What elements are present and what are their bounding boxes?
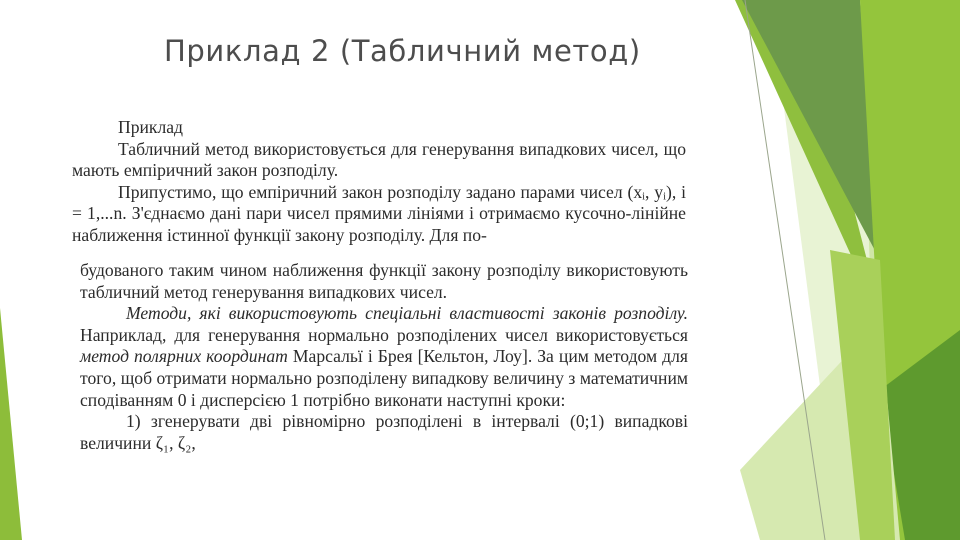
- scanned-text-block-top: [72, 117, 686, 247]
- special-methods-text-a: Наприклад, для генерування нормально розподілених чисел використовується: [80, 324, 688, 345]
- special-methods-paragraph: [80, 303, 688, 411]
- empirical-law-paragraph: Припустимо, що емпіричний закон розподілу задано парами чисел (xᵢ, yᵢ), i = 1,...n. З'єднаємо дані пари чисел прямими лініями і отримаємо кусочно-лінійне наближення істинної функції закону розподілу. Для по-: [72, 181, 686, 245]
- special-methods-heading: Методи, які використовують спеціальні властивості законів розподілу.: [126, 303, 688, 324]
- slide-title: Приклад 2 (Табличний метод): [164, 34, 641, 68]
- polar-coordinates-method: метод полярних координат: [80, 346, 288, 367]
- special-methods-text-b: Марсальї і Брея [Кельтон, Лоу]. За цим методом для того, щоб отримати нормально розподілену випадкову величину з математичним сподіванням 0 і дисперсією 1 потрібно виконати наступні кроки:: [80, 346, 688, 410]
- step-one-paragraph: 1) згенерувати дві рівномірно розподілені в інтервалі (0;1) випадкові величини ζ₁, ζ₂,: [80, 411, 688, 453]
- continuation-paragraph: будованого таким чином наближення функції закону розподілу використовують табличний метод генерування випадкових чисел.: [80, 260, 688, 302]
- left-green-triangle: [0, 308, 22, 540]
- scanned-text-block-bottom: [80, 260, 688, 454]
- example-heading: Приклад: [118, 117, 184, 137]
- table-method-paragraph: Табличний метод використовується для генерування випадкових чисел, що мають емпіричний закон розподілу.: [72, 138, 686, 181]
